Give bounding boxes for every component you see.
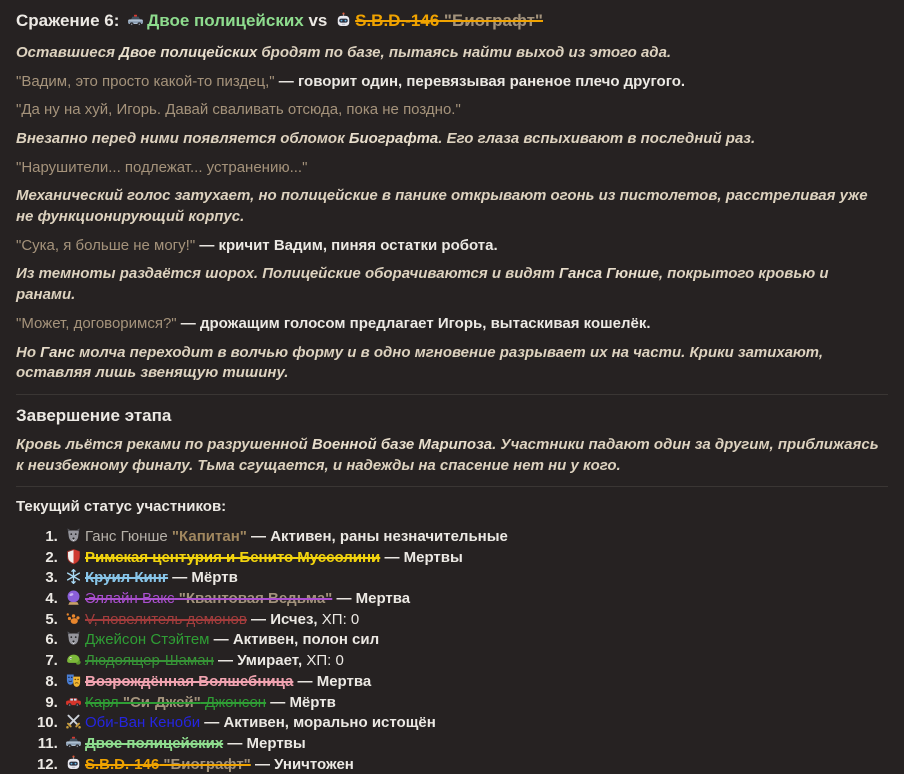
status-dash: — bbox=[168, 569, 192, 587]
participant-row bbox=[62, 734, 888, 754]
participant-status: Активен, раны незначительные bbox=[270, 528, 508, 546]
participant-status: Мертва bbox=[316, 672, 372, 690]
participant-name: Людоящер-Шаман bbox=[85, 652, 214, 670]
participant-status: Мёртв bbox=[191, 569, 238, 587]
story-paragraph: "Может, договоримся?" — дрожащим голосом предлагает Игорь, вытаскивая кошелёк. bbox=[16, 314, 651, 332]
participant-row bbox=[62, 713, 888, 733]
participant-row bbox=[62, 630, 888, 650]
participant-name: Ганс Гюнше "Капитан" bbox=[85, 528, 247, 546]
story-paragraph: "Нарушители... подлежат... устранению..." bbox=[16, 158, 308, 176]
snowflake-icon bbox=[65, 568, 82, 585]
section-divider bbox=[16, 394, 888, 395]
participant-row bbox=[62, 527, 888, 547]
wolf-icon bbox=[65, 630, 82, 647]
story-paragraph: Но Ганс молча переходит в волчью форму и в одно мгновение разрывает их на части. Крики затихают, оставляя лишь звенящую тишину. bbox=[16, 343, 823, 382]
status-dash: — bbox=[246, 610, 271, 628]
participant-name: V, повелитель демонов bbox=[85, 610, 247, 628]
stage-heading: Завершение этапа bbox=[16, 405, 172, 425]
participant-row bbox=[62, 693, 888, 713]
participant-status: Мертва bbox=[355, 590, 411, 608]
participant-name: Двое полицейских bbox=[85, 734, 224, 752]
participant-row bbox=[62, 610, 888, 630]
participant-row bbox=[62, 589, 888, 609]
participant-status: Активен, полон сил bbox=[232, 631, 380, 649]
section-divider bbox=[16, 486, 888, 487]
participant-name: Карл "Си-Джей" Джонсон bbox=[85, 693, 267, 711]
story-paragraph: Механический голос затухает, но полицейские в панике открывают огонь из пистолетов, расстреливая уже не функционирующий корпус. bbox=[16, 187, 868, 226]
robot-icon bbox=[335, 12, 352, 29]
participant-status: Мертвы bbox=[403, 548, 463, 566]
status-dash: — bbox=[246, 528, 271, 546]
shield-icon bbox=[65, 548, 82, 565]
story-paragraph: "Сука, я больше не могу!" — кричит Вадим, пиняя остатки робота. bbox=[16, 236, 498, 254]
story-paragraph: Оставшиеся Двое полицейских бродят по базе, пытаясь найти выход из этого ада. bbox=[16, 43, 672, 61]
participant-status: Уничтожен bbox=[274, 755, 354, 773]
participant-row bbox=[62, 651, 888, 671]
crossed-swords-icon bbox=[65, 713, 82, 730]
participant-name: Возрождённая Волшебница bbox=[85, 672, 294, 690]
police-car-icon bbox=[65, 734, 82, 751]
paw-icon bbox=[65, 610, 82, 627]
story-paragraph: Внезапно перед ними появляется обломок Биографта. Его глаза вспыхивают в последний раз. bbox=[16, 130, 756, 147]
participant-name: Круил Кинг bbox=[85, 569, 169, 587]
participant-row bbox=[62, 548, 888, 568]
lizard-icon bbox=[65, 651, 82, 668]
status-heading: Текущий статус участников: bbox=[16, 498, 227, 516]
participant-status: Умирает, bbox=[237, 652, 303, 670]
robot-icon bbox=[65, 755, 82, 772]
story-paragraph: "Да ну на хуй, Игорь. Давай сваливать отсюда, пока не поздно." bbox=[16, 101, 461, 119]
right-fighter-wrap bbox=[355, 11, 543, 30]
left-fighter-name: Двое полицейских bbox=[147, 11, 304, 30]
police-car-icon bbox=[127, 12, 144, 29]
participant-row bbox=[62, 672, 888, 692]
story-paragraph: Из темноты раздаётся шорох. Полицейские оборачиваются и видят Ганса Гюнше, покрытого кровью и ранами. bbox=[16, 265, 829, 304]
right-fighter-name: S.B.D.-146 bbox=[355, 11, 440, 30]
participant-name: S.B.D.-146 "Биографт" bbox=[85, 755, 251, 773]
participant-status: ХП: 0 bbox=[317, 610, 360, 628]
participant-status: Мертвы bbox=[246, 734, 306, 752]
status-dash: — bbox=[213, 652, 238, 670]
masks-icon bbox=[65, 672, 82, 689]
right-fighter-nick: "Биографт" bbox=[439, 11, 543, 30]
status-dash: — bbox=[209, 631, 233, 649]
status-dash: — bbox=[293, 672, 317, 690]
participant-name: Оби-Ван Кеноби bbox=[85, 714, 201, 732]
crystal-ball-icon bbox=[65, 589, 82, 606]
status-dash: — bbox=[250, 755, 275, 773]
red-car-icon bbox=[65, 693, 82, 710]
battle-title-prefix: Сражение 6: bbox=[16, 11, 125, 30]
status-dash: — bbox=[200, 714, 224, 732]
vs-label: vs bbox=[303, 11, 333, 30]
status-dash: — bbox=[223, 734, 247, 752]
participant-row bbox=[62, 755, 888, 774]
wolf-icon bbox=[65, 527, 82, 544]
participant-row bbox=[62, 568, 888, 588]
participant-name: Римская центурия и Бенито Муссолини bbox=[85, 548, 381, 566]
status-dash: — bbox=[266, 693, 290, 711]
status-dash: — bbox=[332, 590, 356, 608]
story-paragraph: Кровь льётся реками по разрушенной Военной базе Марипоза. Участники падают один за другим, приближаясь к неизбежному финалу. Тьма сгущается, и надежды на спасение нет ни у кого. bbox=[16, 435, 879, 474]
story-paragraph: "Вадим, это просто какой-то пиздец," — говорит один, перевязывая раненое плечо другого. bbox=[16, 72, 686, 90]
participant-name: Джейсон Стэйтем bbox=[85, 631, 210, 649]
participant-name: Эллайн Вакс "Квантовая Ведьма" bbox=[85, 590, 333, 608]
participant-status: Активен, морально истощён bbox=[223, 714, 436, 732]
battle-title bbox=[16, 10, 888, 33]
epilogue-section bbox=[16, 435, 888, 476]
participant-status: ХП: 0 bbox=[302, 652, 344, 670]
story-section bbox=[16, 43, 888, 384]
participant-status: Исчез, bbox=[270, 610, 318, 628]
participant-status: Мёртв bbox=[289, 693, 336, 711]
status-dash: — bbox=[380, 548, 404, 566]
participants-list bbox=[16, 527, 888, 774]
